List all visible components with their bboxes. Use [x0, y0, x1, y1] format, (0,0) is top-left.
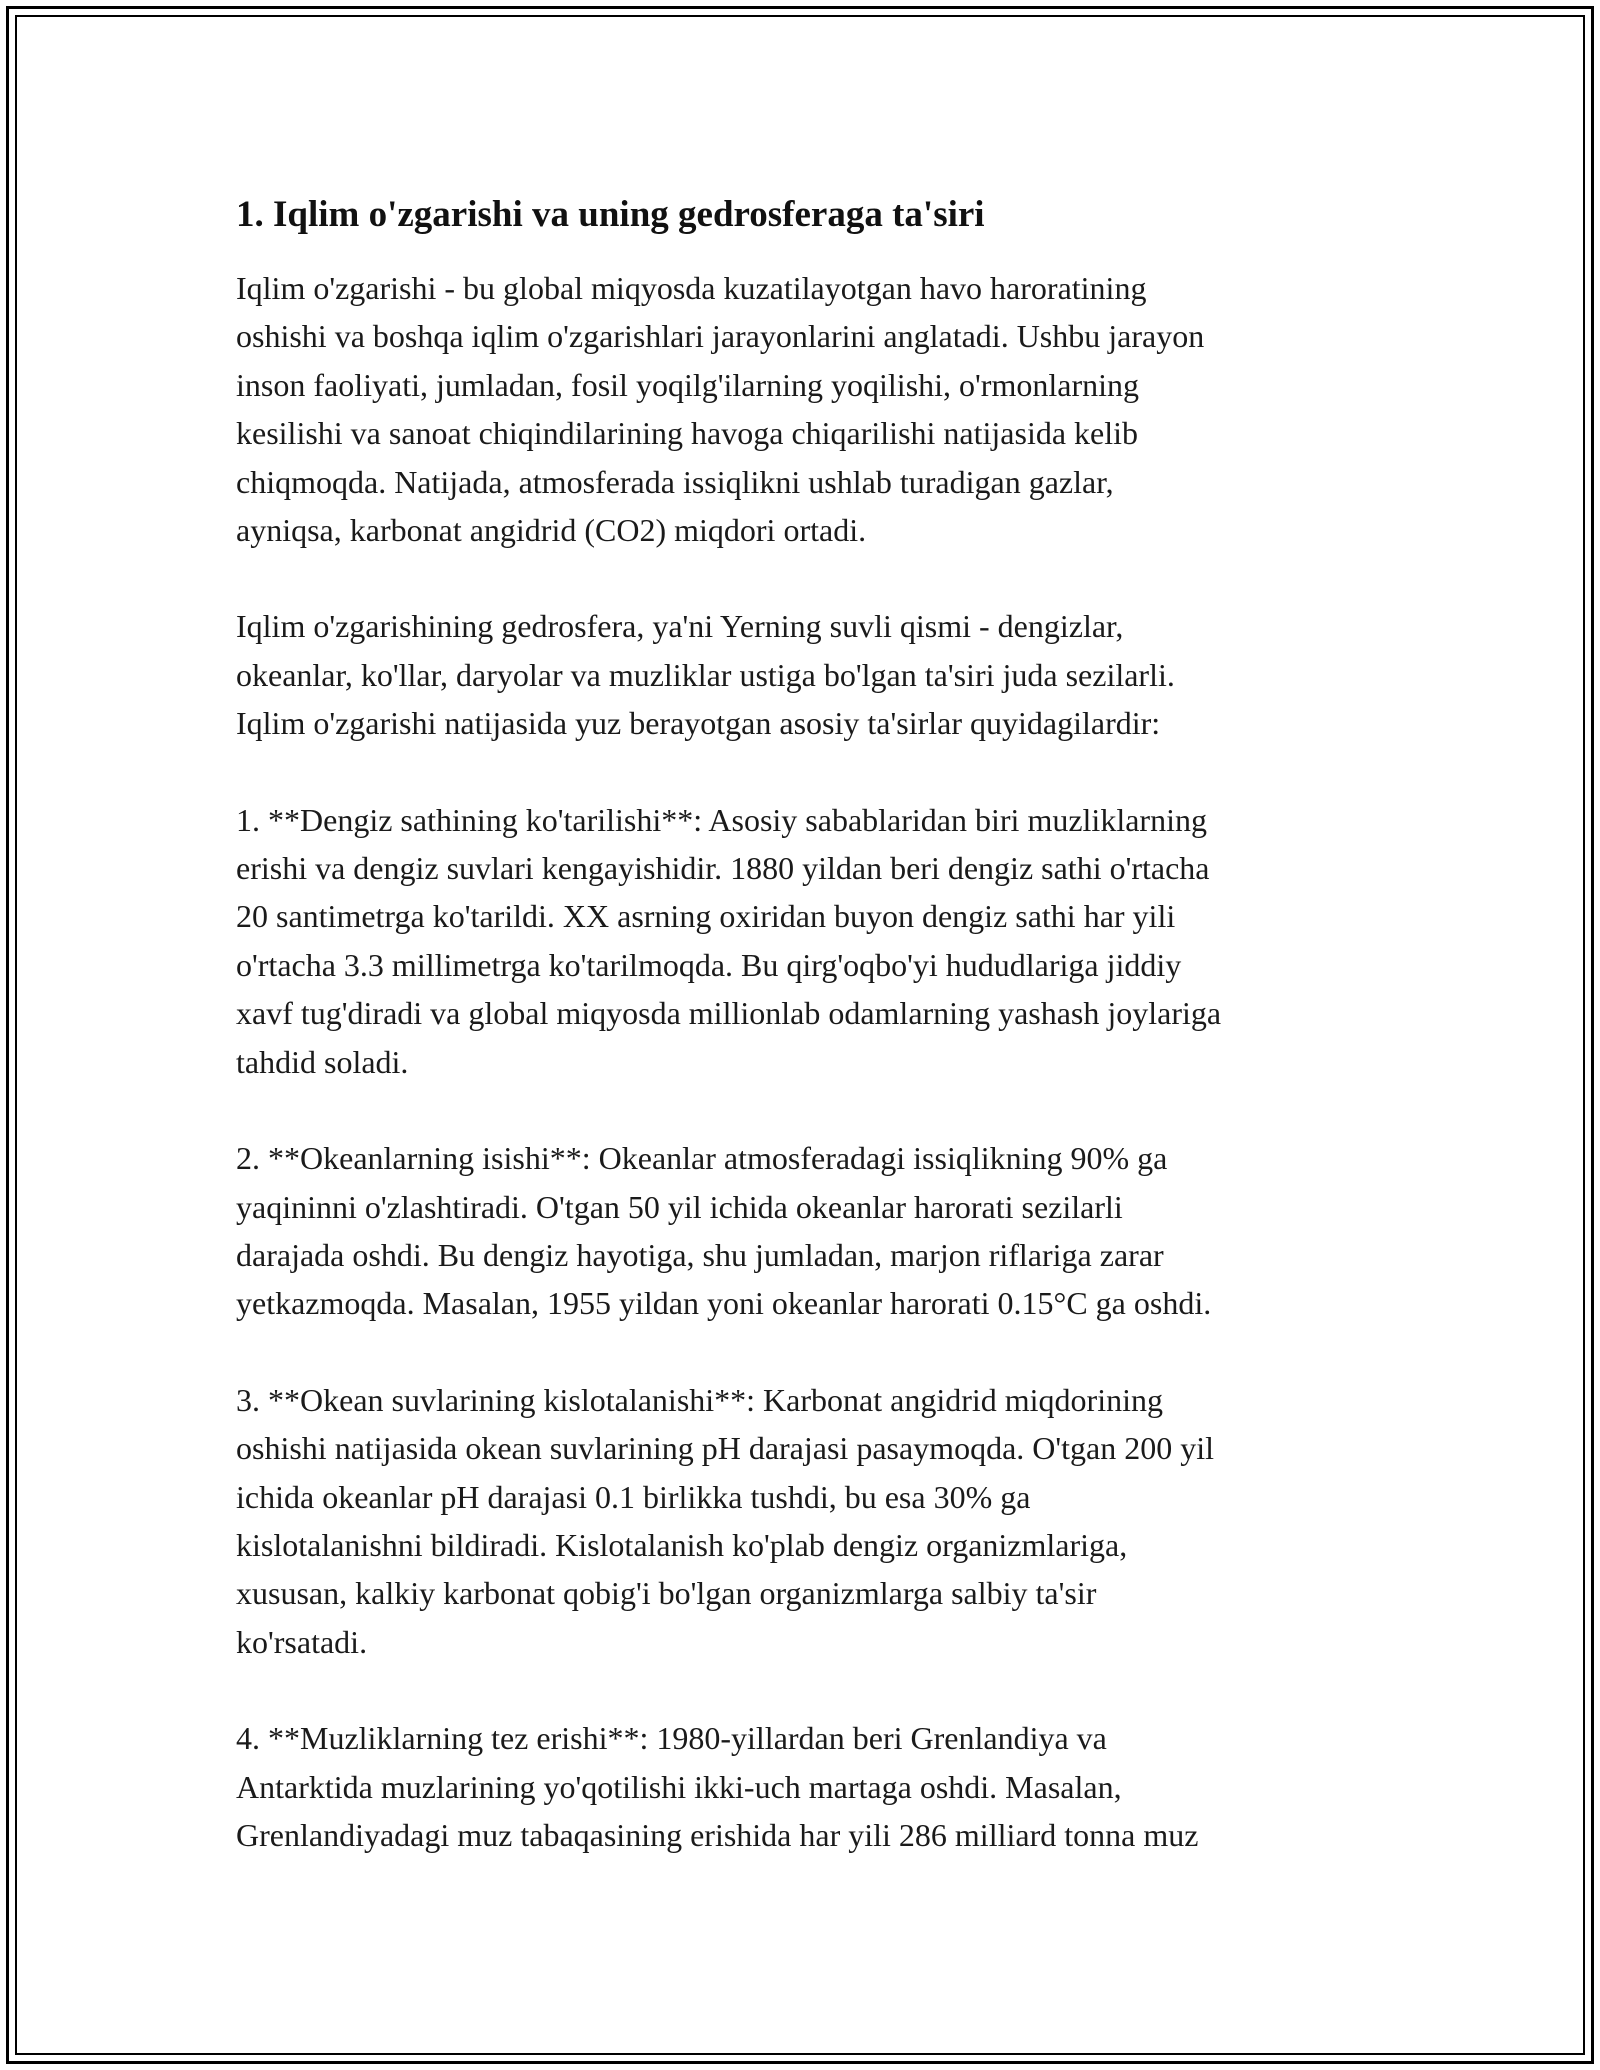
paragraph-hydrosphere: Iqlim o'zgarishining gedrosfera, ya'ni Yerning suvli qismi - dengizlar, okeanlar, ko'llar, daryolar va muzliklar ustiga bo'lgan ta'siri juda sezilarli. Iqlim o'zgarishi natijasida yuz berayotgan asosiy ta'sirlar quyidagilardir: — [236, 608, 1175, 742]
paragraph-acidification: 3. **Okean suvlarining kislotalanishi**: Karbonat angidrid miqdorining oshishi natijasida okean suvlarining pH darajasi pasaymoqda. O'tgan 200 yil ichida okeanlar pH darajasi 0.1 birlikka tushdi, bu esa 30% ga kislotalanishni bildiradi. Kislotalanish ko'plab dengiz organizmlariga, xususan, kalkiy karbonat qobig'i bo'lgan organizmlarga salbiy ta'sir ko'rsatadi. — [236, 1381, 1215, 1660]
paragraph-glacier-melting: 4. **Muzliklarning tez erishi**: 1980-yillardan beri Grenlandiya va Antarktida muzlarining yo'qotilishi ikki-uch martaga oshdi. Masalan, Grenlandiyadagi muz tabaqasining erishida har yili 286 milliard tonna muz — [236, 1720, 1199, 1853]
paragraph-ocean-warming: 2. **Okeanlarning isishi**: Okeanlar atmosferadagi issiqlikning 90% ga yaqininni o'zlashtiradi. O'tgan 50 yil ichida okeanlar harorati sezilarli darajada oshdi. Bu dengiz hayotiga, shu jumladan, marjon riflariga zarar yetkazmoqda. Masalan, 1955 yildan yoni okeanlar harorati 0.15°C ga oshdi. — [236, 1140, 1212, 1322]
paragraph-sea-level: 1. **Dengiz sathining ko'tarilishi**: Asosiy sabablaridan biri muzliklarning erishi va dengiz suvlari kengayishidir. 1880 yildan beri dengiz sathi o'rtacha 20 santimetrga ko'tarildi. XX asrning oxiridan buyon dengiz sathi har yili o'rtacha 3.3 millimetrga ko'tarilmoqda. Bu qirg'oqbo'yi hududlariga jiddiy xavf tug'diradi va global miqyosda millionlab odamlarning yashash joylariga tahdid soladi. — [236, 801, 1222, 1080]
document-title: 1. Iqlim o'zgarishi va uning gedrosferaga ta'siri — [236, 194, 985, 235]
document-body — [236, 186, 1386, 1907]
paragraph-intro: Iqlim o'zgarishi - bu global miqyosda kuzatilayotgan havo haroratining oshishi va boshqa iqlim o'zgarishlari jarayonlarini anglatadi. Ushbu jarayon inson faoliyati, jumladan, fosil yoqilg'ilarning yoqilishi, o'rmonlarning kesilishi va sanoat chiqindilarining havoga chiqarilishi natijasida kelib chiqmoqda. Natijada, atmosferada issiqlikni ushlab turadigan gazlar, ayniqsa, karbonat angidrid (CO2) miqdori ortadi. — [236, 270, 1205, 549]
